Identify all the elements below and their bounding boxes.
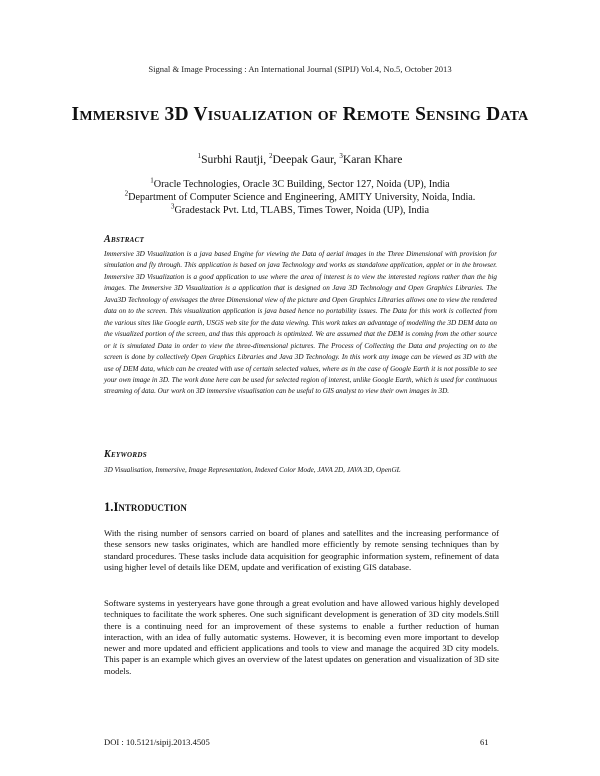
section-heading-introduction: 1.Introduction [104, 500, 187, 514]
affiliation-2: $^2$Department of Computer Science and Engineering, AMITY University, Noida, India. [124, 189, 476, 203]
author-2: $^2$Deepak Gaur, [269, 152, 340, 166]
affiliation-list [0, 178, 600, 217]
affiliation-1: $^1$Oracle Technologies, Oracle 3C Building, Sector 127, Noida (UP), India [150, 176, 450, 190]
affiliation-3: $^3$Gradestack Pvt. Ltd, TLABS, Times Tower, Noida (UP), India [170, 202, 430, 216]
keywords-text: 3D Visualisation, Immersive, Image Representation, Indexed Color Mode, JAVA 2D, JAVA 3D, OpenGL [104, 466, 401, 474]
keywords-heading: Keywords [104, 449, 147, 460]
abstract-heading: Abstract [104, 234, 145, 245]
abstract-text: Immersive 3D Visualization is a java based Engine for viewing the Data of aerial images in the Three Dimensional with provision for simulation and fly through. This application is based on java Technology and works as standalone application, applet or in the browser. Immersive 3D Visualization is a good application to use where the area of interest is to view the interested regions rather than the big images. The Immersive 3D Visualization is a application that is designed on Java 3D Technology and Open Graphics Libraries. The Java3D Technology of envisages the three Dimensional view of the picture and Open Graphics Libraries allows one to view the rendered data on to the screen. This visualization application is java based hence no portability issues. The Data for this work is collected from the various sites like Google earth, USGS web site for the data viewing. This work takes an advantage of modelling the 3D DEM data on the visualized portion of the screen, and thus this approach is optimized. We are assumed that the DEM is coming from the other source or it is simulated Data in order to view the three-dimensional pictures. The Process of Collecting the Data and projecting on to the screen is done by collectively Open Graphics Libraries and Java 3D Technology. In this work any image can be viewed as 3D with the use of DEM data, which can be created with use of certain selected values, where as in the case of Google Earth it is not possible to see your own image in 3D. The work done here can be used for selected region of interest, unlike Google Earth, which is used for continuous streaming of data. Our work on 3D immersive visualisation can be useful to GIS analyst to view their own images in 3D. [104, 250, 497, 396]
paper-title: Immersive 3D Visualization of Remote Sensing Data [71, 104, 529, 125]
page-number: 61 [480, 737, 489, 747]
author-3: $^3$Karan Khare [339, 152, 403, 166]
intro-paragraph-1: With the rising number of sensors carried on board of planes and satellites and the increasing performance of these sensors new tasks originates, which are handled more efficiently by remote sensing techniques than by standard procedures. These tasks include data acquisition for geographic information system, refinement of data using higher level of details like DEM, update and verification of existing GIS database. [104, 528, 499, 572]
author-list [0, 153, 600, 166]
running-header: Signal & Image Processing : An International Journal (SIPIJ) Vol.4, No.5, October 2013 [148, 64, 452, 74]
intro-paragraph-2: Software systems in yesteryears have gone through a great evolution and have allowed various highly developed techniques to facilitate the work spheres. One such significant development is generation of 3D city models.Still there is a continuing need for an improvement of these systems to enable a further reduction of human interaction, with an idea of fully automatic systems. However, it is becoming even more important to develop newer and more updated and efficient applications and tools to view and manage the acquired 3D city models. This paper is an example which gives an overview of the latest updates on generation and visualization of 3D site models. [104, 598, 499, 676]
footer-doi: DOI : 10.5121/sipij.2013.4505 [104, 737, 210, 747]
author-1: $^1$Surbhi Rautji, [197, 152, 270, 166]
